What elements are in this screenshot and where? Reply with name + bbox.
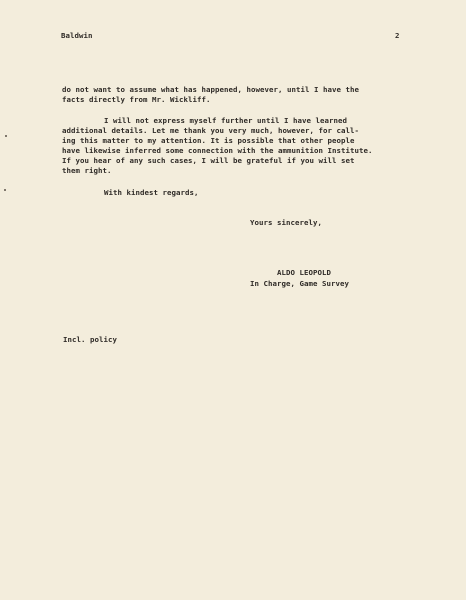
signatory-title: In Charge, Game Survey: [250, 279, 349, 288]
signatory-name: ALDO LEOPOLD: [277, 268, 331, 277]
recipient-header: Baldwin: [61, 31, 93, 40]
enclosure-note: Incl. policy: [63, 335, 117, 344]
body-line: have likewise inferred some connection with the ammunition Institute.: [62, 146, 373, 155]
body-line: additional details. Let me thank you very much, however, for call-: [62, 126, 359, 135]
paper-speck: [4, 189, 6, 191]
page-number: 2: [395, 31, 400, 40]
body-line: do not want to assume what has happened, however, until I have the: [62, 85, 359, 94]
valediction: Yours sincerely,: [250, 218, 322, 227]
paper-speck: [5, 135, 7, 137]
body-line: facts directly from Mr. Wickliff.: [62, 95, 211, 104]
body-line: If you hear of any such cases, I will be grateful if you will set: [62, 156, 355, 165]
body-line: I will not express myself further until I have learned: [104, 116, 347, 125]
body-line: them right.: [62, 166, 112, 175]
regards-line: With kindest regards,: [104, 188, 199, 197]
body-line: ing this matter to my attention. It is possible that other people: [62, 136, 355, 145]
